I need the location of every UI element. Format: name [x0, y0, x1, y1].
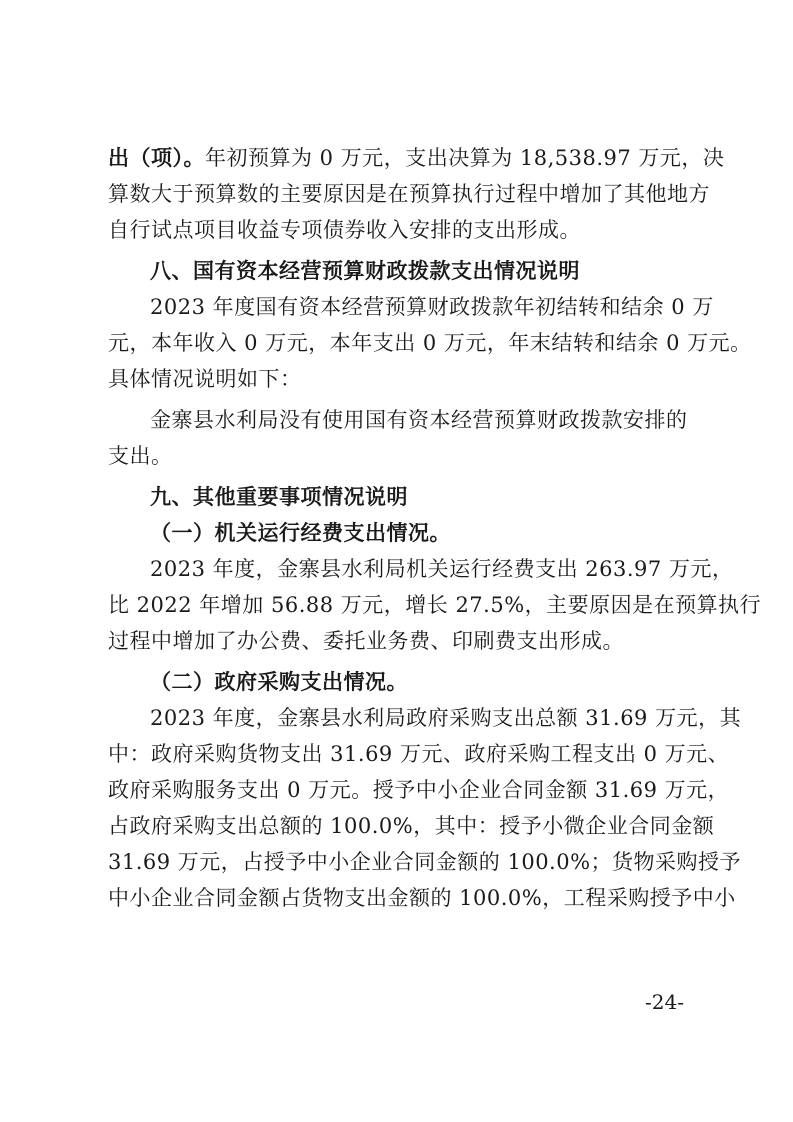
- text: 年初预算为 0 万元，支出决算为 18,538.97 万元，决: [205, 146, 725, 170]
- paragraph-line: 2023 年度，金寨县水利局政府采购支出总额 31.69 万元，其: [150, 706, 742, 730]
- paragraph-line: 中小企业合同金额占货物支出金额的 100.0%，工程采购授予中小: [108, 886, 736, 910]
- paragraph-line: 自行试点项目收益专项债券收入安排的支出形成。: [108, 218, 581, 242]
- paragraph-line: 中：政府采购货物支出 31.69 万元、政府采购工程支出 0 万元、: [108, 742, 730, 766]
- subsection-heading-2: （二）政府采购支出情况。: [150, 670, 408, 694]
- document-page: [108, 140, 762, 916]
- paragraph-line: 算数大于预算数的主要原因是在预算执行过程中增加了其他地方: [108, 182, 710, 206]
- paragraph-line: 比 2022 年增加 56.88 万元，增长 27.5%，主要原因是在预算执行: [108, 593, 762, 617]
- section-heading-9: 九、其他重要事项情况说明: [150, 485, 408, 509]
- paragraph-line: 政府采购服务支出 0 万元。授予中小企业合同金额 31.69 万元，: [108, 778, 730, 802]
- paragraph-line: 元，本年收入 0 万元，本年支出 0 万元，年末结转和结余 0 万元。: [108, 331, 752, 355]
- paragraph-line: 过程中增加了办公费、委托业务费、印刷费支出形成。: [108, 629, 624, 653]
- paragraph-line: 金寨县水利局没有使用国有资本经营预算财政拨款安排的: [150, 408, 688, 432]
- paragraph-line: 占政府采购支出总额的 100.0%，其中：授予小微企业合同金额: [108, 814, 715, 838]
- paragraph-line: [108, 140, 725, 176]
- page-number: -24-: [645, 990, 684, 1014]
- paragraph-line: 2023 年度，金寨县水利局机关运行经费支出 263.97 万元，: [150, 557, 734, 581]
- paragraph-line: 支出。: [108, 444, 173, 468]
- paragraph-line: 具体情况说明如下：: [108, 367, 302, 391]
- paragraph-line: 2023 年度国有资本经营预算财政拨款年初结转和结余 0 万: [150, 295, 714, 319]
- subsection-heading-1: （一）机关运行经费支出情况。: [150, 521, 451, 545]
- paragraph-line: 31.69 万元，占授予中小企业合同金额的 100.0%；货物采购授予: [108, 850, 742, 874]
- bold-lead: 出（项）。: [108, 146, 205, 170]
- section-heading-8: 八、国有资本经营预算财政拨款支出情况说明: [150, 259, 580, 283]
